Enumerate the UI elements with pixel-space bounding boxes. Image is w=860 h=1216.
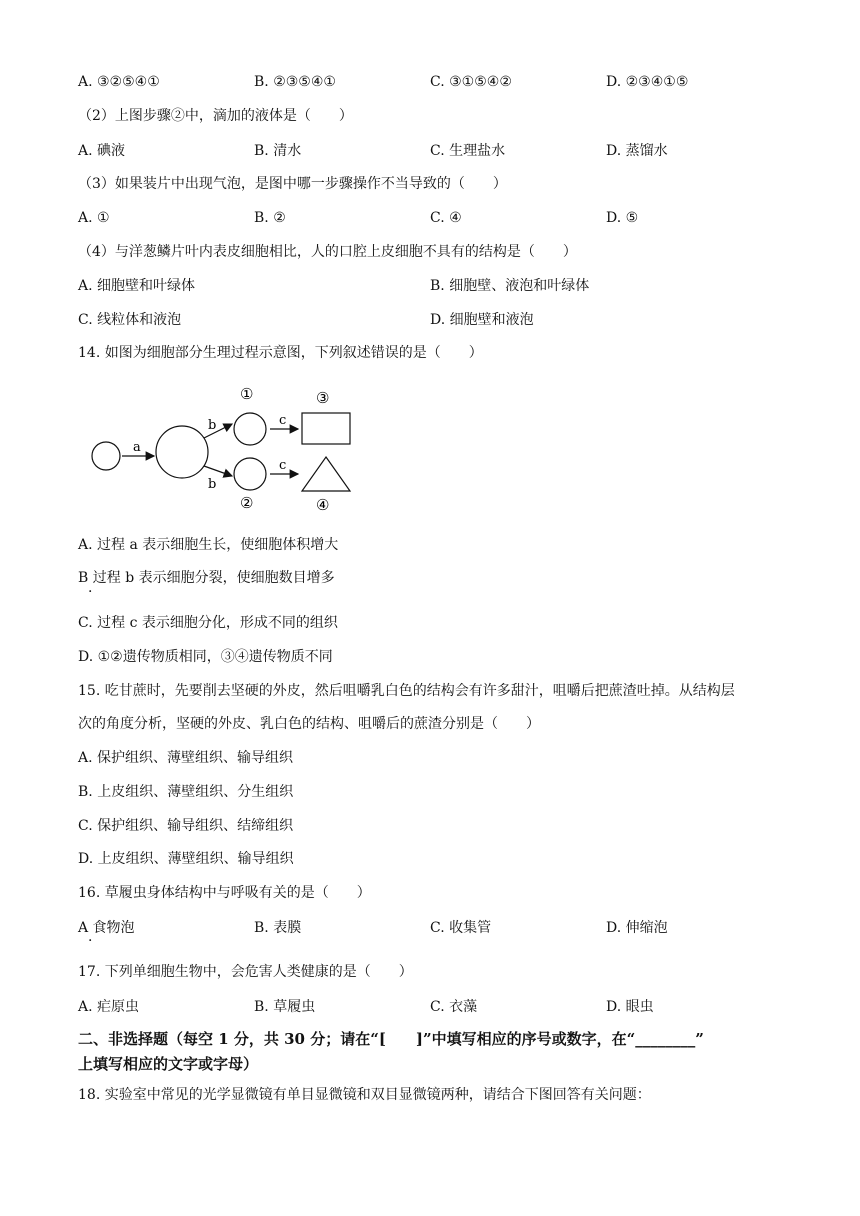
q16-option-a: A 食物泡 <box>78 920 135 936</box>
q13-sub4-option-a: A. 细胞壁和叶绿体 <box>78 278 196 294</box>
q15-stem-line2: 次的角度分析，坚硬的外皮、乳白色的结构、咀嚼后的蔗渣分别是（ ） <box>78 716 540 732</box>
daughter-cell-1 <box>234 413 266 445</box>
q13-option-a: A. ③②⑤④① <box>78 74 160 90</box>
q18-stem: 18. 实验室中常见的光学显微镜有单目显微镜和双目显微镜两种，请结合下图回答有关问题： <box>78 1087 651 1103</box>
q13-sub2-option-b: B. 清水 <box>254 143 302 159</box>
cell-process-diagram <box>86 384 366 514</box>
q13-sub3-option-d: D. ⑤ <box>606 210 639 226</box>
q13-sub3-option-c: C. ④ <box>430 210 462 226</box>
q13-sub4-option-c: C. 线粒体和液泡 <box>78 312 182 328</box>
tissue-triangle <box>302 457 350 491</box>
tissue-rectangle <box>302 413 350 444</box>
decorative-dot: · <box>88 933 93 949</box>
q14-option-c: C. 过程 c 表示细胞分化，形成不同的组织 <box>78 615 338 631</box>
q13-sub2-stem: （2）上图步骤②中，滴加的液体是（ ） <box>78 108 353 124</box>
q17-option-d: D. 眼虫 <box>606 999 654 1015</box>
q16-option-c: C. 收集管 <box>430 920 492 936</box>
label-b-bottom: b <box>208 477 217 492</box>
q13-sub4-stem: （4）与洋葱鳞片叶内表皮细胞相比，人的口腔上皮细胞不具有的结构是（ ） <box>78 244 577 260</box>
label-a: a <box>133 440 141 455</box>
q16-stem: 16. 草履虫身体结构中与呼吸有关的是（ ） <box>78 885 371 901</box>
q14-stem: 14. 如图为细胞部分生理过程示意图，下列叙述错误的是（ ） <box>78 345 483 361</box>
q15-option-d: D. 上皮组织、薄壁组织、输导组织 <box>78 851 294 867</box>
q13-option-c: C. ③①⑤④② <box>430 74 512 90</box>
q14-option-a: A. 过程 a 表示细胞生长，使细胞体积增大 <box>78 537 339 553</box>
q16-option-d: D. 伸缩泡 <box>606 920 668 936</box>
grown-cell <box>156 426 208 478</box>
q14-option-d: D. ①②遗传物质相同，③④遗传物质不同 <box>78 649 333 665</box>
q13-sub2-option-a: A. 碘液 <box>78 143 126 159</box>
q15-option-a: A. 保护组织、薄壁组织、输导组织 <box>78 750 294 766</box>
q14-option-b: B 过程 b 表示细胞分裂，使细胞数目增多 <box>78 570 335 586</box>
label-c-top: c <box>279 413 287 428</box>
q15-stem-line1: 15. 吃甘蔗时，先要削去坚硬的外皮，然后咀嚼乳白色的结构会有许多甜汁，咀嚼后把蔗渣吐掉。从结构层 <box>78 683 735 699</box>
q17-stem: 17. 下列单细胞生物中，会危害人类健康的是（ ） <box>78 964 413 980</box>
q13-sub2-option-c: C. 生理盐水 <box>430 143 506 159</box>
label-num-3: ③ <box>316 389 330 407</box>
q16-option-b: B. 表膜 <box>254 920 302 936</box>
q15-option-c: C. 保护组织、输导组织、结缔组织 <box>78 818 294 834</box>
q13-sub3-option-a: A. ① <box>78 210 110 226</box>
label-b-top: b <box>208 418 217 433</box>
q13-option-d: D. ②③④①⑤ <box>606 74 689 90</box>
initial-cell <box>92 442 120 470</box>
label-num-4: ④ <box>316 496 330 514</box>
q13-sub4-option-b: B. 细胞壁、液泡和叶绿体 <box>430 278 590 294</box>
q17-option-b: B. 草履虫 <box>254 999 316 1015</box>
label-c-bottom: c <box>279 458 287 473</box>
q15-option-b: B. 上皮组织、薄壁组织、分生组织 <box>78 784 294 800</box>
q13-option-b: B. ②③⑤④① <box>254 74 336 90</box>
section2-heading-line2: 上填写相应的文字或字母） <box>78 1055 259 1073</box>
arrow-b-bottom <box>204 466 232 476</box>
q13-sub3-option-b: B. ② <box>254 210 286 226</box>
section2-heading-line1: 二、非选择题（每空 1 分，共 30 分；请在“[ ]”中填写相应的序号或数字，在“________” <box>78 1030 704 1048</box>
label-num-1: ① <box>240 385 254 403</box>
q13-sub4-option-d: D. 细胞壁和液泡 <box>430 312 534 328</box>
q13-sub2-option-d: D. 蒸馏水 <box>606 143 668 159</box>
q13-sub3-stem: （3）如果装片中出现气泡，是图中哪一步骤操作不当导致的（ ） <box>78 176 507 192</box>
q17-option-a: A. 疟原虫 <box>78 999 140 1015</box>
label-num-2: ② <box>240 494 254 512</box>
daughter-cell-2 <box>234 458 266 490</box>
decorative-dot: · <box>88 584 93 600</box>
q17-option-c: C. 衣藻 <box>430 999 478 1015</box>
